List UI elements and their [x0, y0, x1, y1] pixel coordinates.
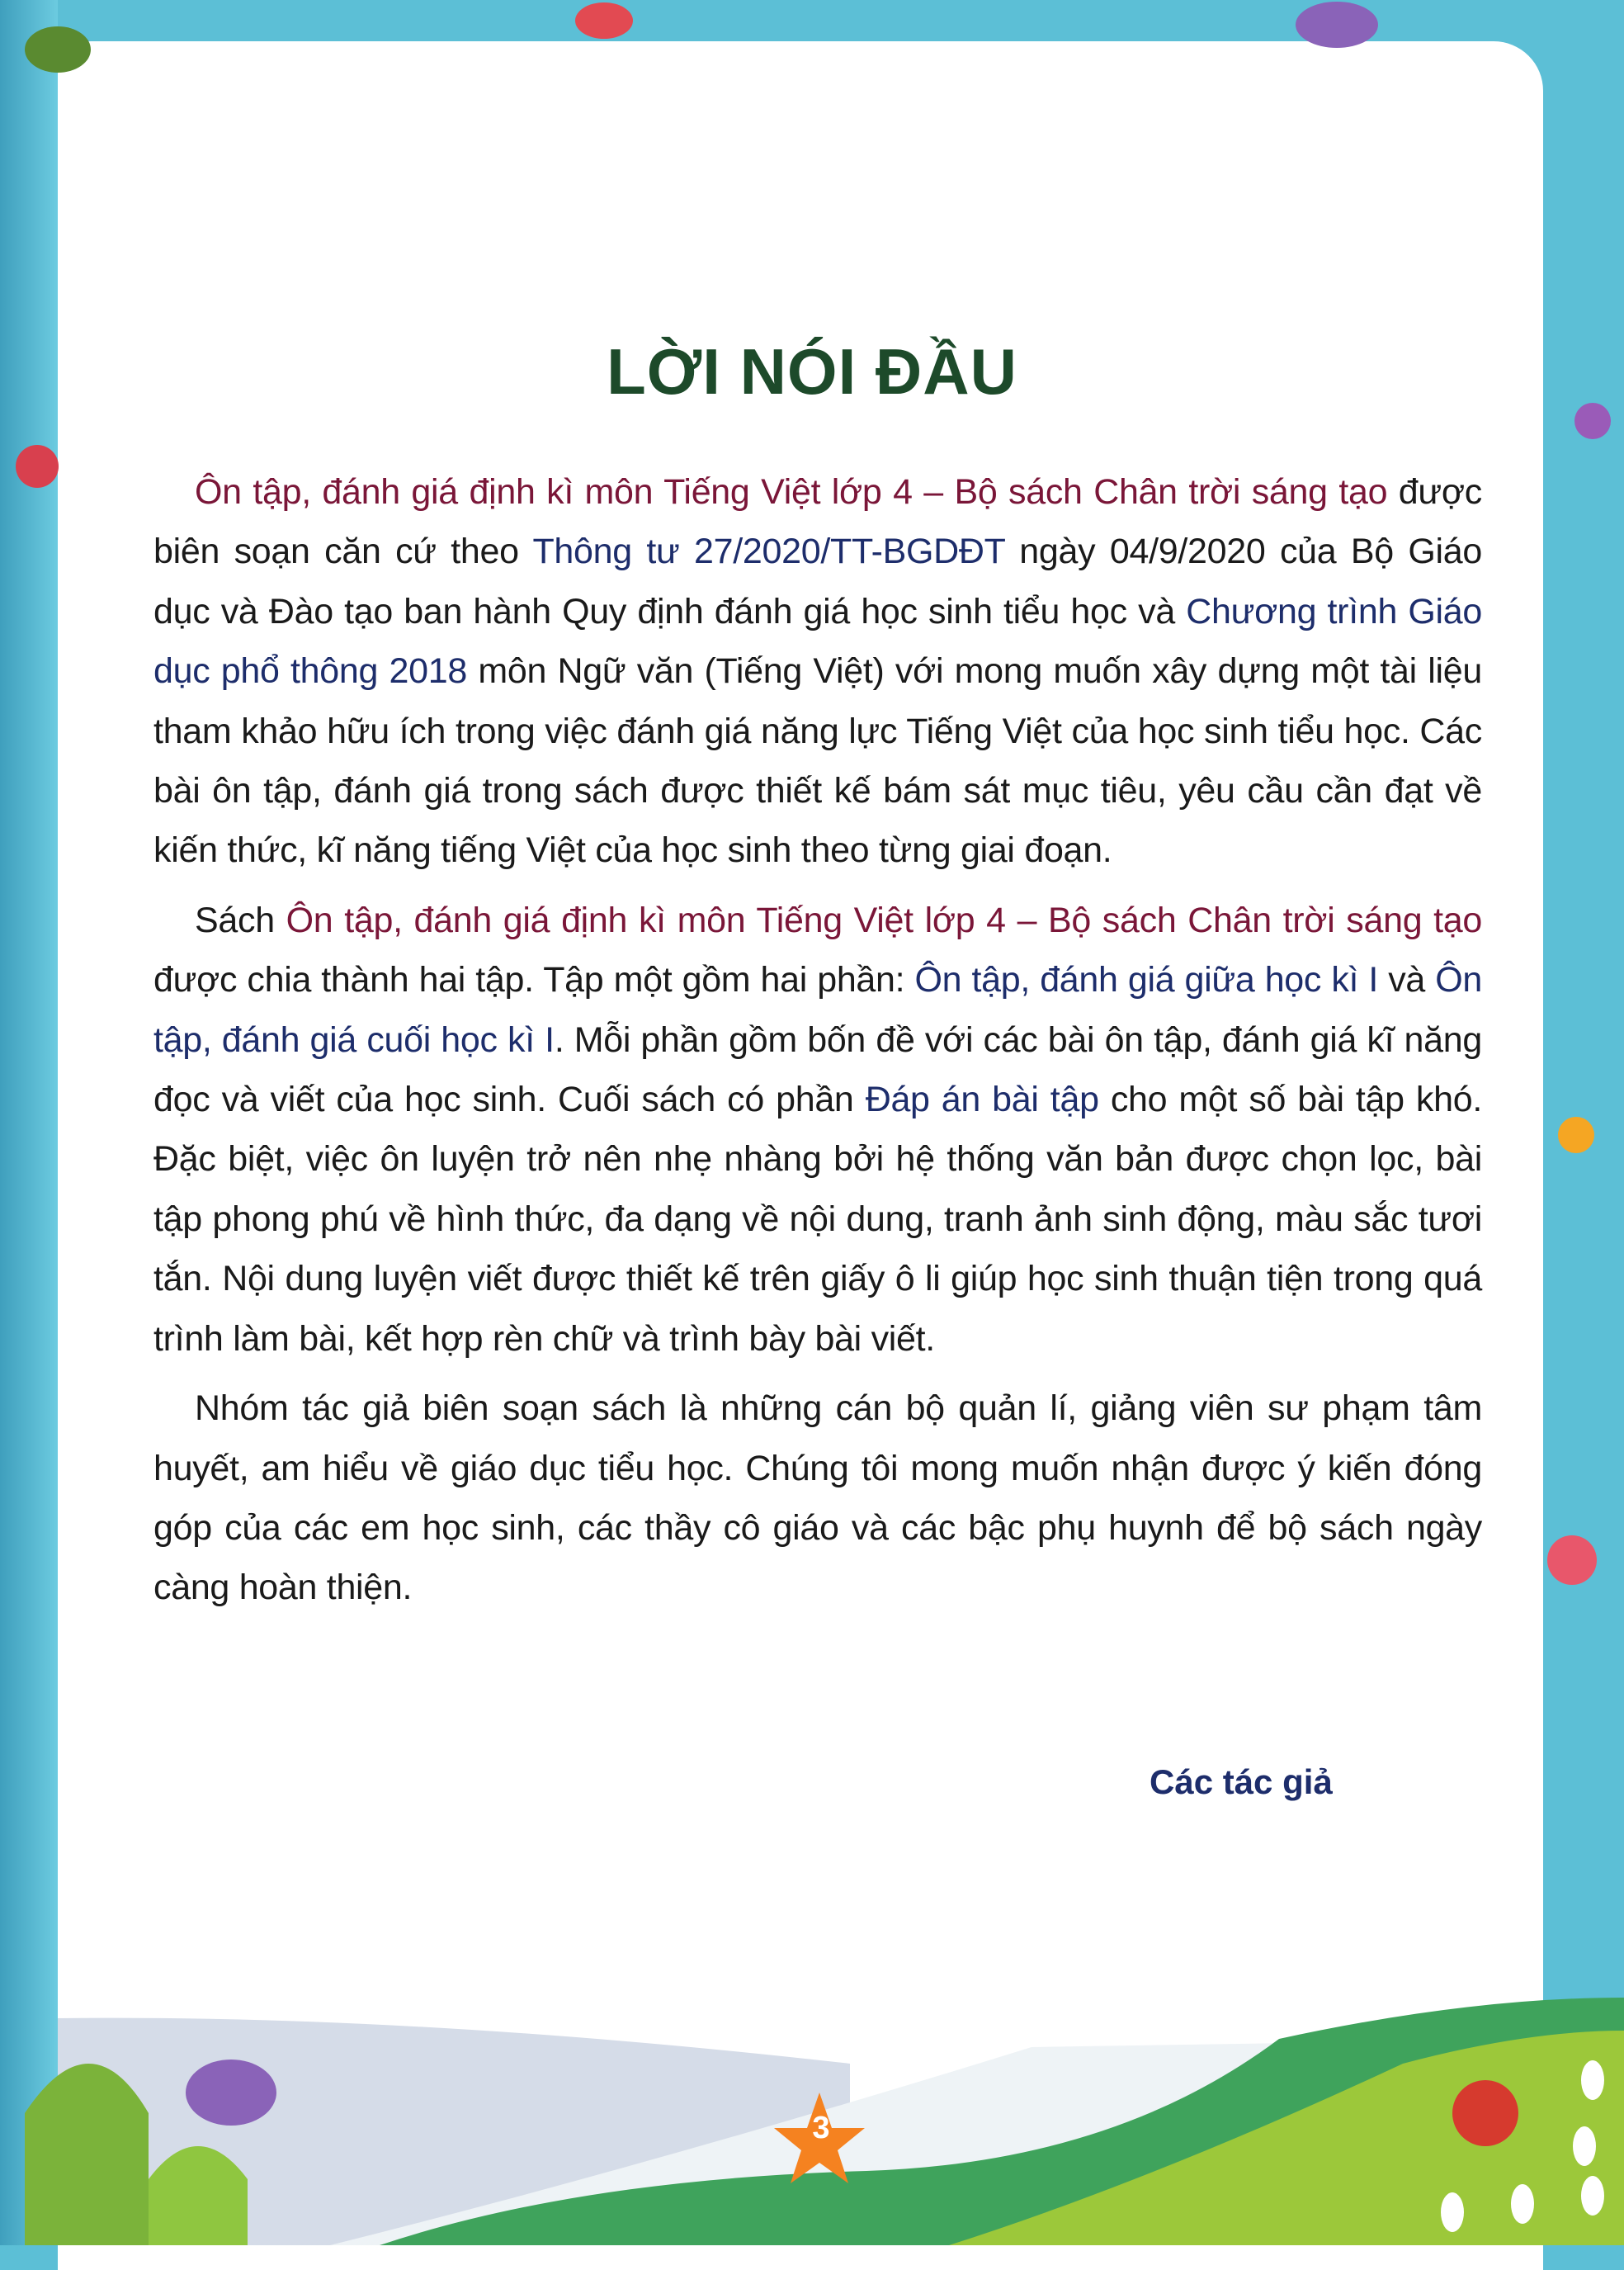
shell-icon [575, 2, 633, 39]
crab-icon [1452, 2080, 1518, 2146]
turtle-icon [25, 26, 91, 73]
jellyfish-icon [1547, 1535, 1597, 1585]
signature: Các tác giả [1150, 1762, 1333, 1801]
reference-curriculum: Chương trình Giáo dục phổ thông 2018 [153, 591, 1482, 692]
jellyfish-left-icon [16, 445, 59, 488]
preface-body [153, 462, 1482, 1628]
text-segment: ngày 04/9/2020 của Bộ Giáo dục và Đào tạo ban hành Quy định đánh giá học sinh tiểu học và [153, 532, 1482, 631]
section-answers: Đáp án bài tập [865, 1080, 1099, 1120]
paragraph-2 [153, 891, 1482, 1369]
section-final: Ôn tập, đánh giá cuối học kì I [153, 960, 1482, 1060]
page-title: LỜI NÓI ĐẦU [607, 335, 1017, 408]
paragraph-1 [153, 462, 1482, 881]
section-midterm: Ôn tập, đánh giá giữa học kì I [914, 960, 1379, 1000]
text-segment: và [1378, 960, 1436, 1000]
text-segment: được chia thành hai tập. Tập một gồm hai phần: [153, 960, 915, 1000]
fish-icon [1558, 1117, 1594, 1153]
whale-icon [186, 2060, 276, 2126]
paragraph-3 [153, 1379, 1482, 1618]
text-segment: được biên soạn căn cứ theo [153, 472, 1482, 572]
text-segment: Nhóm tác giả biên soạn sách là những cán bộ quản lí, giảng viên sư phạm tâm huyết, am hiểu về giáo dục tiểu học. Chúng tôi mong muốn nhận được ý kiến đóng góp của các em học sinh, các thầy cô giáo và các bậc phụ huynh để bộ sách ngày càng hoàn thiện. [153, 1388, 1482, 1608]
reference-circular: Thông tư 27/2020/TT-BGDĐT [532, 532, 1005, 572]
text-segment: . Mỗi phần gồm bốn đề với các bài ôn tập, đánh giá kĩ năng đọc và viết của học sinh. Cuối sách có phần [153, 1019, 1483, 1120]
text-segment: cho một số bài tập khó. Đặc biệt, việc ôn luyện trở nên nhẹ nhàng bởi hệ thống văn bản được chọn lọc, bài tập phong phú về hình thức, đa dạng về nội dung, tranh ảnh sinh động, màu sắc tươi tắn. Nội dung luyện viết được thiết kế trên giấy ô li giúp học sinh thuận tiện trong quá trình làm bài, kết hợp rèn chữ và trình bày bài viết. [153, 1080, 1482, 1359]
text-segment: môn Ngữ văn (Tiếng Việt) với mong muốn xây dựng một tài liệu tham khảo hữu ích trong việc đánh giá năng lực Tiếng Việt của học sinh tiểu học. Các bài ôn tập, đánh giá trong sách được thiết kế bám sát mục tiêu, yêu cầu cần đạt về kiến thức, kĩ năng tiếng Việt của học sinh theo từng giai đoạn. [153, 651, 1483, 871]
seaweed-left [25, 2064, 149, 2245]
page-number: 3 [812, 2111, 830, 2145]
book-title: Ôn tập, đánh giá định kì môn Tiếng Việt lớp 4 – Bộ sách Chân trời sáng tạo [195, 472, 1388, 512]
whale-top-icon [1296, 2, 1378, 48]
book-title: Ôn tập, đánh giá định kì môn Tiếng Việt lớp 4 – Bộ sách Chân trời sáng tạo [286, 900, 1482, 940]
text-segment: Sách [195, 900, 286, 940]
